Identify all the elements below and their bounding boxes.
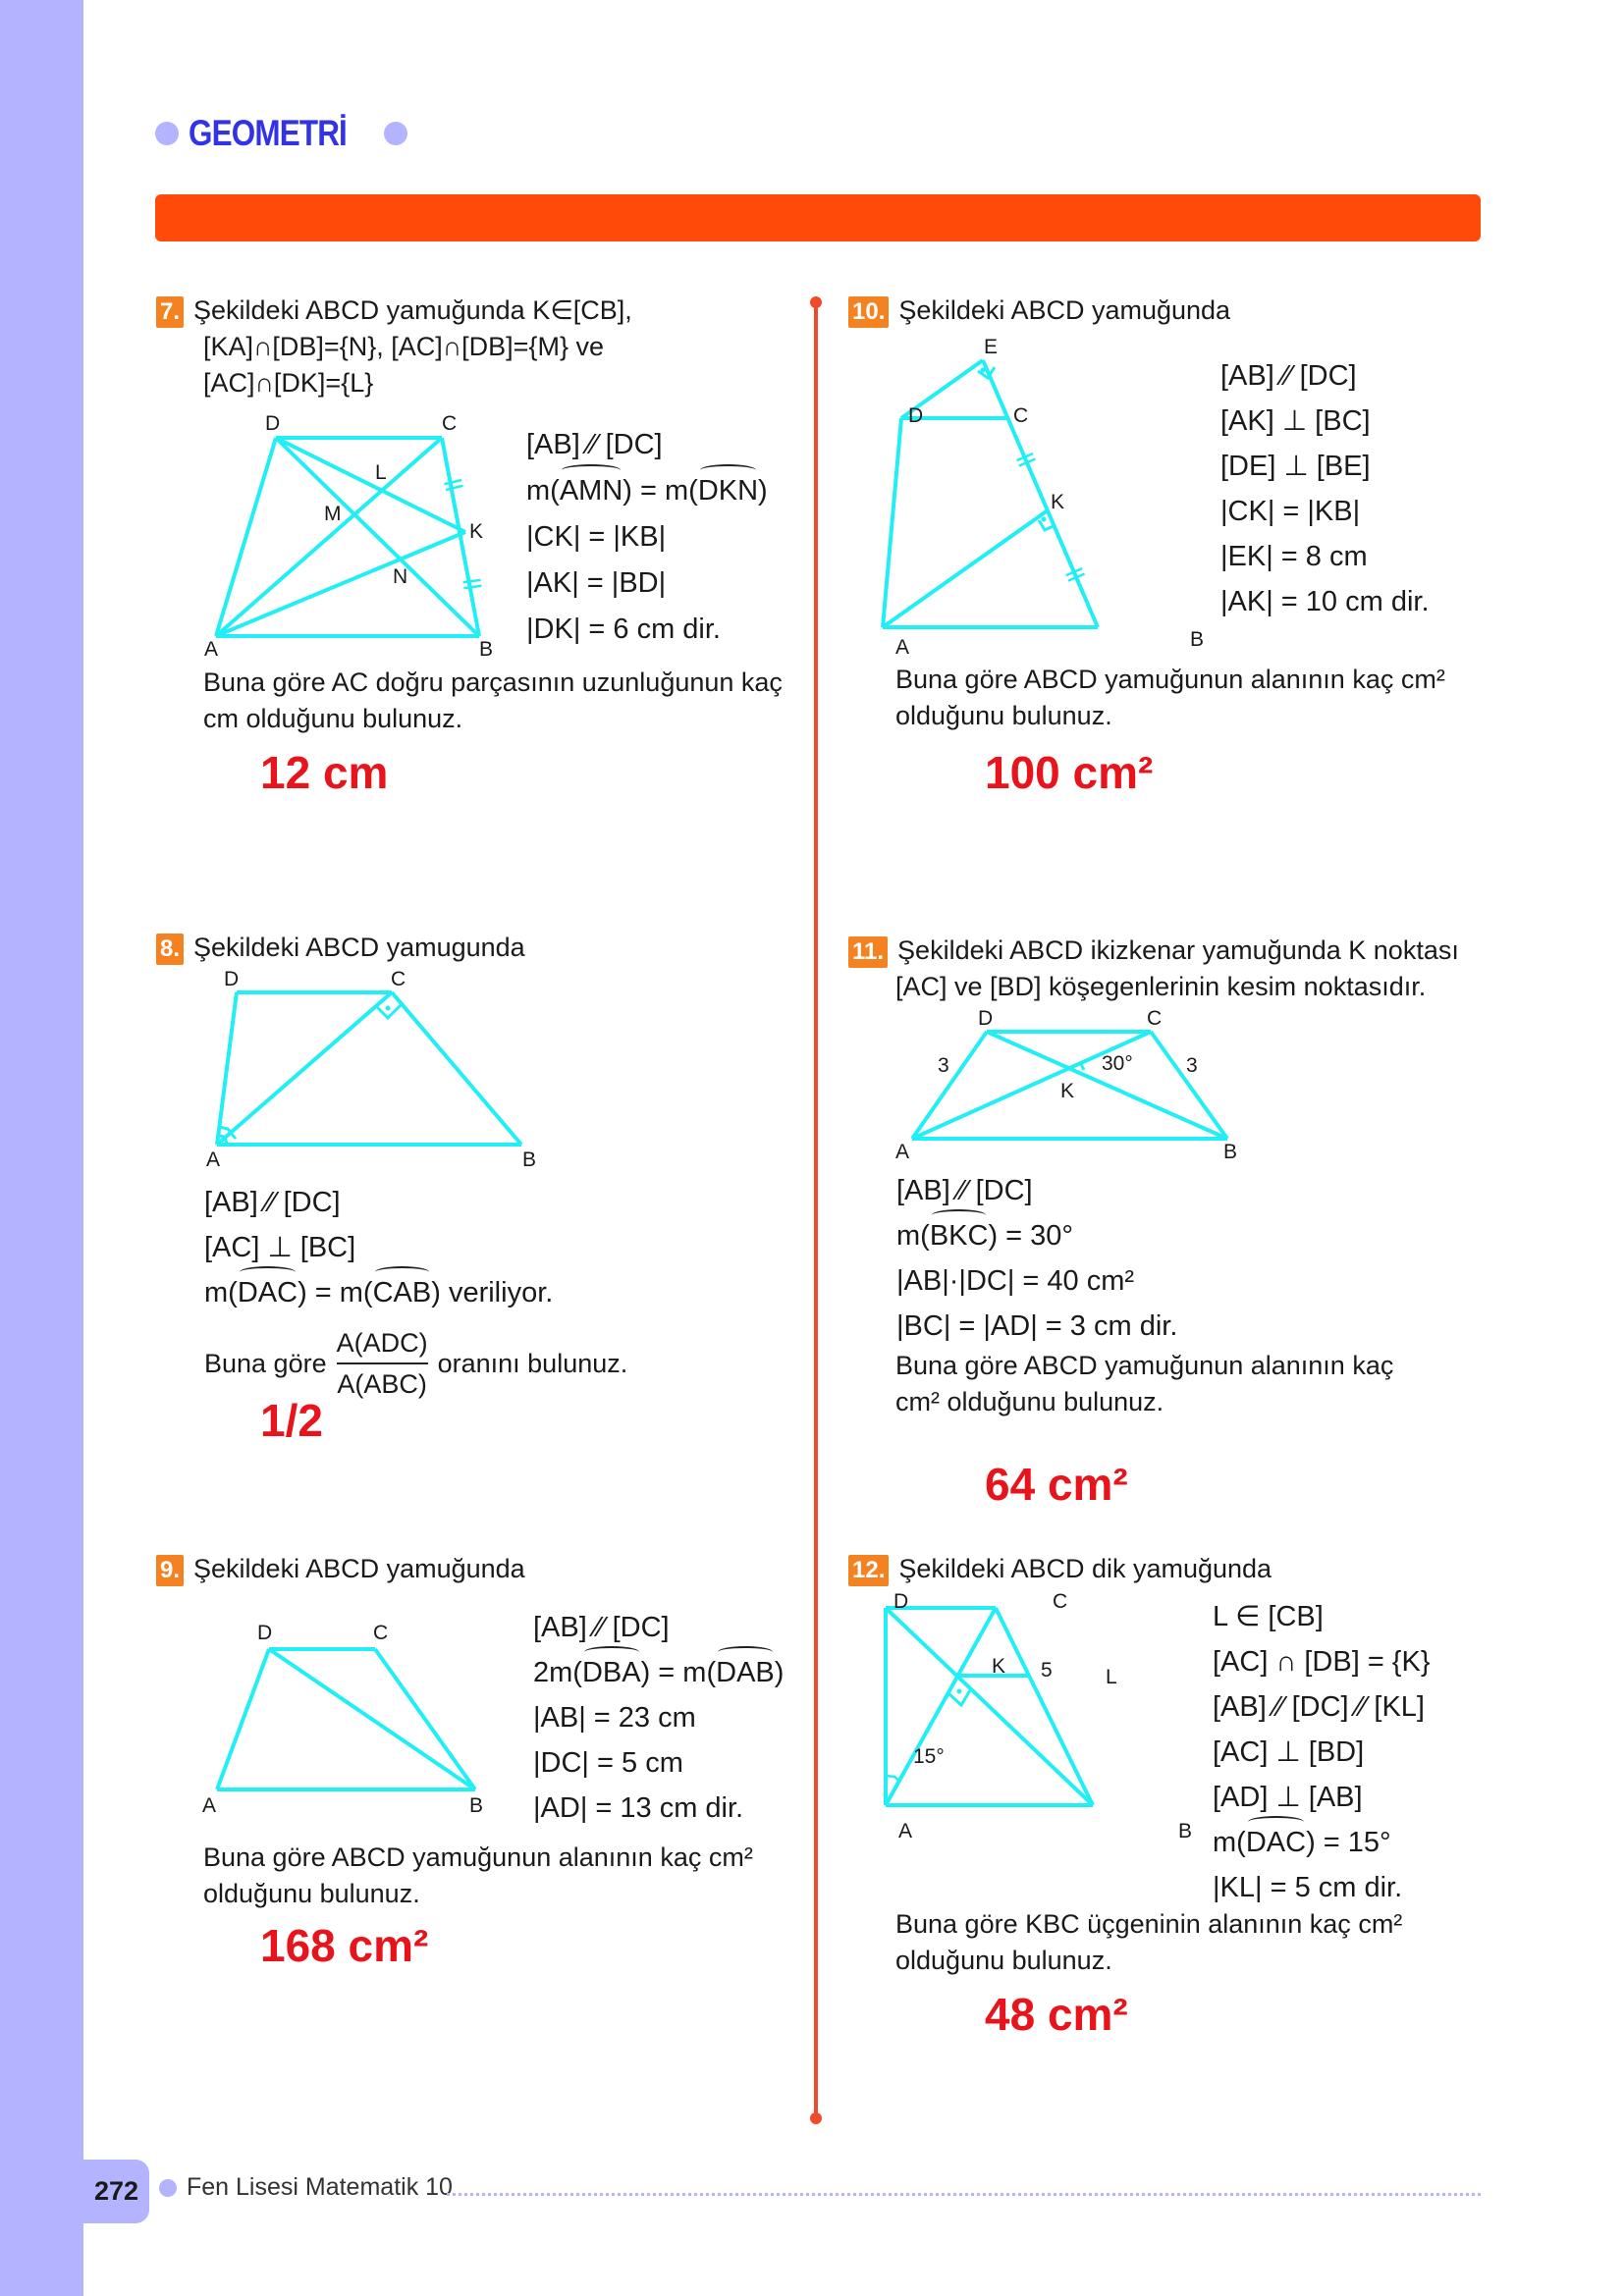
ratio-suffix: oranını bulunuz. xyxy=(437,1349,628,1378)
condition-text: m( xyxy=(1213,1827,1246,1858)
label-text: K xyxy=(1051,491,1065,513)
condition-text: [AB] ⁄⁄ [DC] xyxy=(1220,360,1357,392)
problem-number-badge: 9. xyxy=(156,1555,184,1586)
bullet-icon xyxy=(159,2179,177,2197)
problem-number-badge: 8. xyxy=(156,934,184,965)
label-text: D xyxy=(257,1622,273,1644)
label-text: E xyxy=(984,336,999,358)
label-text: D xyxy=(265,412,281,435)
label-text: B xyxy=(479,638,494,661)
statement-line: [AC] ve [BD] köşegenlerinin kesim noktasıdır. xyxy=(895,972,1427,1001)
statement-line: Şekildeki ABCD dik yamuğunda xyxy=(898,1554,1272,1583)
vertex-label xyxy=(1106,1666,1117,1689)
right-angle-dot xyxy=(957,1689,962,1694)
label-text: 5 xyxy=(1041,1659,1053,1682)
label-text: C xyxy=(373,1622,389,1644)
label-text: A xyxy=(206,1148,221,1171)
angle-arc-label: DBA xyxy=(582,1650,641,1695)
segment-DB xyxy=(886,1608,1093,1805)
label-text: M xyxy=(324,503,342,525)
condition-text: m( xyxy=(526,475,560,507)
vertex-label xyxy=(1053,1590,1067,1614)
statement-line: Şekildeki ABCD yamuğunda xyxy=(193,1554,525,1583)
label-text: B xyxy=(1190,628,1205,651)
condition-line xyxy=(1213,1865,1402,1910)
condition-text: |DK| = 6 cm dir. xyxy=(526,614,721,645)
label-text: D xyxy=(893,1590,909,1613)
condition-text: m( xyxy=(204,1277,238,1308)
answer-text: 64 cm² xyxy=(985,1459,1128,1510)
condition-text: [AC] ⊥ [BD] xyxy=(1213,1736,1365,1768)
condition-text: |AB| = 23 cm xyxy=(533,1702,696,1734)
label-text: B xyxy=(1178,1820,1193,1842)
condition-text: |EK| = 8 cm xyxy=(1220,541,1368,572)
question-line: cm olduğunu bulunuz. xyxy=(203,704,463,733)
answer xyxy=(985,1988,1128,2041)
label-text: D xyxy=(224,968,240,990)
condition-text: L ∈ [CB] xyxy=(1213,1601,1324,1632)
section-title: GEOMETRİ xyxy=(189,113,347,153)
label-text: 30° xyxy=(1102,1052,1133,1075)
angle-arc-label: BKC xyxy=(930,1213,989,1258)
label-text: A xyxy=(895,636,910,659)
label-text: 15° xyxy=(913,1745,945,1768)
condition-text: [AC] ∩ [DB] = {K} xyxy=(1213,1646,1431,1678)
condition-text: ) = m( xyxy=(640,1657,717,1688)
label-text: C xyxy=(1013,404,1029,427)
label-text: B xyxy=(522,1148,537,1171)
label-text: 3 xyxy=(938,1054,949,1077)
question-line: cm² olduğunu bulunuz. xyxy=(895,1387,1164,1416)
label-text: N xyxy=(393,565,408,588)
condition-text: ) = 15° xyxy=(1306,1827,1391,1858)
condition-text: [AB] ⁄⁄ [DC] xyxy=(526,429,663,460)
question-line: olduğunu bulunuz. xyxy=(895,1946,1112,1975)
question-line: Buna göre ABCD yamuğunun alanının kaç cm² xyxy=(895,665,1445,694)
book-title: Fen Lisesi Matematik 10 xyxy=(187,2173,453,2201)
condition-text: [AB] ⁄⁄ [DC] xyxy=(896,1175,1033,1206)
vertex-label xyxy=(1041,1659,1053,1682)
condition-line xyxy=(1213,1639,1431,1684)
condition-text: ) = 30° xyxy=(988,1220,1074,1252)
label-text: A xyxy=(202,1794,217,1817)
answer-text: 48 cm² xyxy=(985,1989,1128,2040)
condition-line xyxy=(1213,1684,1425,1730)
question-line: olduğunu bulunuz. xyxy=(203,1879,420,1908)
condition-text: 2m( xyxy=(533,1657,582,1688)
statement-line: Şekildeki ABCD yamuğunda xyxy=(898,295,1231,325)
condition-text: |CK| = |KB| xyxy=(526,521,667,553)
fraction-numerator: A(ADC) xyxy=(337,1323,428,1364)
condition-text: |AK| = |BD| xyxy=(526,567,667,599)
label-text: L xyxy=(375,461,387,484)
answer-text: 12 cm xyxy=(260,747,389,798)
condition-text: |KL| = 5 cm dir. xyxy=(1213,1872,1403,1903)
statement-line: [AC]∩[DK]={L} xyxy=(203,368,374,398)
condition-text: [AC] ⊥ [BC] xyxy=(204,1232,356,1263)
label-text: A xyxy=(895,1141,910,1163)
label-text: C xyxy=(442,412,458,435)
condition-text: ) xyxy=(774,1657,785,1688)
label-text: K xyxy=(992,1655,1006,1678)
label-text: K xyxy=(469,520,484,543)
angle-arc-label: DAB xyxy=(716,1650,775,1695)
question-text xyxy=(895,1906,1402,1943)
condition-text: ) xyxy=(758,475,768,507)
answer-text: 168 cm² xyxy=(260,1920,429,1971)
condition-text: |AD| = 13 cm dir. xyxy=(533,1792,744,1824)
condition-text: [AB] ⁄⁄ [DC] xyxy=(533,1612,670,1643)
condition-line xyxy=(1213,1594,1324,1639)
statement-line: [KA]∩[DB]={N}, [AC]∩[DB]={M} ve xyxy=(203,332,604,361)
question-line: olduğunu bulunuz. xyxy=(895,701,1112,730)
condition-text: |BC| = |AD| = 3 cm dir. xyxy=(896,1310,1178,1342)
question-line: Buna göre ABCD yamuğunun alanının kaç xyxy=(895,1351,1394,1380)
condition-text: |DC| = 5 cm xyxy=(533,1747,683,1779)
angle-arc-label: DAC xyxy=(238,1270,298,1315)
answer-text: 100 cm² xyxy=(985,747,1154,798)
question-line: Buna göre KBC üçgeninin alanının kaç cm² xyxy=(895,1909,1403,1939)
label-text: C xyxy=(391,968,406,990)
footer xyxy=(159,2173,453,2202)
label-text: B xyxy=(469,1794,484,1817)
label-text: A xyxy=(204,638,219,661)
condition-text: ) veriliyor. xyxy=(431,1277,554,1308)
vertex-label xyxy=(898,1820,912,1843)
condition-text: |AB|·|DC| = 40 cm² xyxy=(896,1265,1135,1297)
label-text: 3 xyxy=(1186,1054,1198,1077)
page-number: 272 xyxy=(83,2160,149,2223)
statement-line: Şekildeki ABCD yamuğunda K∈[CB], xyxy=(193,295,632,325)
vertex-label xyxy=(992,1655,1005,1679)
angle-mark xyxy=(886,1776,900,1782)
condition-line xyxy=(1213,1730,1364,1775)
segment-AC xyxy=(886,1608,996,1805)
label-text: K xyxy=(1060,1080,1075,1102)
angle-arc-label: CAB xyxy=(373,1270,432,1315)
question-line: Buna göre AC doğru parçasının uzunluğunun kaç xyxy=(203,667,783,697)
segment-BC xyxy=(996,1608,1093,1805)
label-text: D xyxy=(978,1007,994,1030)
condition-text: [DE] ⊥ [BE] xyxy=(1220,451,1371,482)
condition-text: |AK| = 10 cm dir. xyxy=(1220,586,1430,617)
question-line: Buna göre ABCD yamuğunun alanının kaç cm² xyxy=(203,1842,753,1872)
problem-number-badge: 12. xyxy=(848,1555,889,1586)
problem-number-badge: 11. xyxy=(848,936,888,968)
condition-text: [AD] ⊥ [AB] xyxy=(1213,1782,1363,1813)
condition-text: m( xyxy=(896,1220,930,1252)
fraction-denominator: A(ABC) xyxy=(337,1369,427,1399)
condition-text: [AB] ⁄⁄ [DC] ⁄⁄ [KL] xyxy=(1213,1691,1425,1723)
label-text: A xyxy=(898,1820,913,1842)
vertex-label xyxy=(913,1745,945,1769)
condition-text: |CK| = |KB| xyxy=(1220,496,1361,527)
vertex-label xyxy=(893,1590,908,1614)
statement-line: Şekildeki ABCD ikizkenar yamuğunda K noktası xyxy=(897,935,1459,965)
statement-line: Şekildeki ABCD yamugunda xyxy=(193,933,525,962)
condition-text: [AB] ⁄⁄ [DC] xyxy=(204,1187,341,1218)
condition-line xyxy=(1213,1775,1363,1820)
vertex-label xyxy=(1178,1820,1192,1843)
problem-number-badge: 7. xyxy=(156,296,184,328)
condition-text: ) = m( xyxy=(298,1277,373,1308)
angle-arc-label: DKN xyxy=(698,468,758,513)
footer-dotted-line xyxy=(447,2193,1481,2196)
angle-arc-label: AMN xyxy=(560,468,623,513)
angle-arc-label: DAC xyxy=(1246,1820,1306,1865)
label-text: D xyxy=(908,404,924,427)
label-text: L xyxy=(1106,1666,1117,1688)
label-text: B xyxy=(1223,1141,1238,1163)
question-text xyxy=(895,1943,1112,1979)
condition-text: ) = m( xyxy=(623,475,698,507)
answer-text: 1/2 xyxy=(260,1395,323,1446)
label-text: C xyxy=(1147,1007,1163,1030)
condition-line xyxy=(1213,1820,1391,1865)
label-text: C xyxy=(1053,1590,1068,1613)
condition-text: [AK] ⊥ [BC] xyxy=(1220,405,1371,437)
ratio-prefix: Buna göre xyxy=(204,1349,327,1378)
problem-number-badge: 10. xyxy=(848,296,889,328)
